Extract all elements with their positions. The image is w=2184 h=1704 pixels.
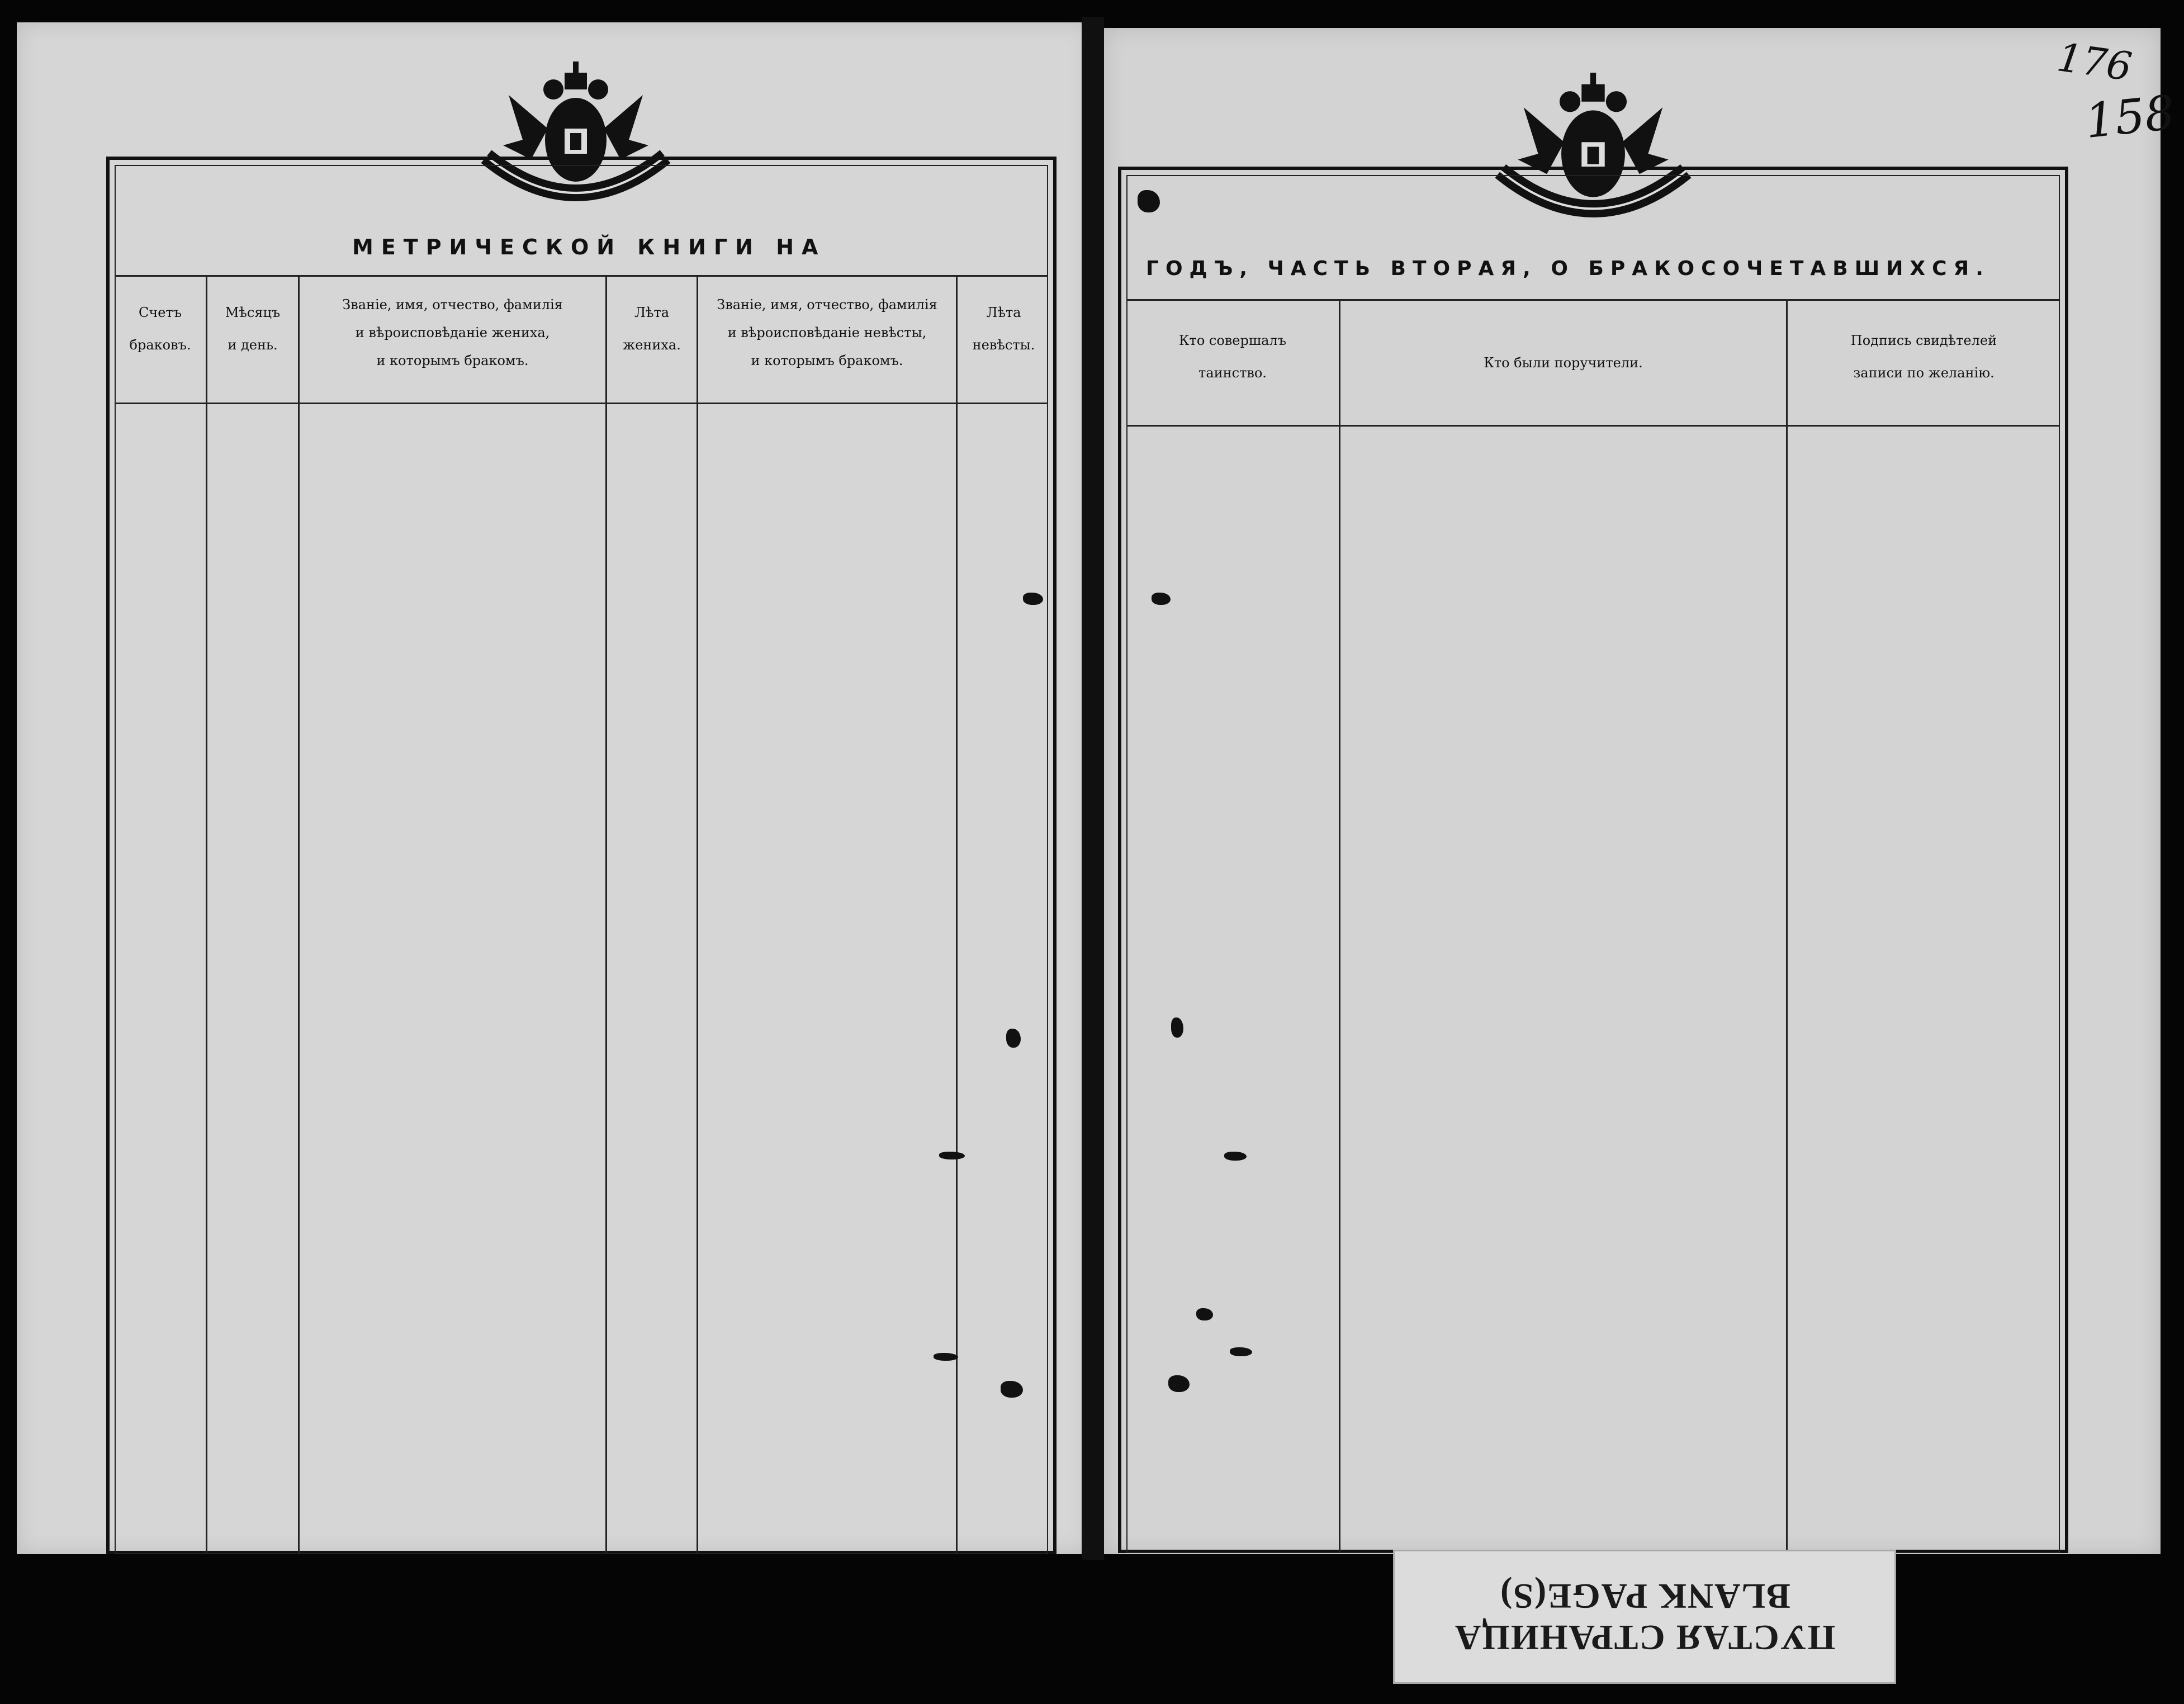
book-gutter (1082, 17, 1104, 1560)
column-header-line: жениха. (623, 337, 681, 353)
column-header-line: Званіе, имя, отчество, фамилія (717, 297, 937, 313)
ink-blot (1196, 1308, 1213, 1320)
page-number-annotation: 158 (2082, 84, 2178, 149)
column-header-line: записи по желанію. (1853, 365, 1995, 381)
column-header-line: Лѣта (634, 305, 670, 320)
left-column-header-divider (115, 403, 1048, 404)
ink-blot (1001, 1381, 1023, 1398)
ink-blot (934, 1353, 958, 1361)
left-col-separator (697, 277, 698, 1554)
left-col-separator (956, 277, 958, 1554)
column-header-line: браковъ. (129, 337, 191, 353)
ink-blot (1006, 1029, 1021, 1048)
column-header-month-day (207, 296, 298, 361)
column-header-line: Подпись свидѣтелей (1850, 333, 1997, 348)
column-header-line: таинство. (1198, 365, 1267, 381)
left-col-separator (206, 277, 207, 1554)
column-header-witness-signatures (1788, 324, 2060, 389)
column-header-line: и которымъ бракомъ. (376, 353, 529, 368)
column-header-line: и вѣроисповѣданіе жениха, (355, 325, 550, 340)
column-header-line: Счетъ (139, 305, 182, 320)
stamp-line-russian: ПУСТАЯ СТРАНИЦА (1453, 1618, 1836, 1658)
ink-blot (1230, 1347, 1252, 1356)
column-header-groom-details (300, 291, 605, 375)
column-header-guarantors (1340, 347, 1786, 379)
column-header-officiant (1126, 324, 1339, 389)
column-header-groom-age (607, 296, 697, 361)
column-header-line: Мѣсяцъ (225, 305, 281, 320)
right-column-header-divider (1126, 425, 2060, 427)
right-header-title: ГОДЪ, ЧАСТЬ ВТОРАЯ, О БРАКОСОЧЕТАВШИХСЯ. (1146, 257, 1990, 280)
left-col-separator (605, 277, 607, 1554)
column-header-marriage-count (115, 296, 206, 361)
column-header-line: и день. (228, 337, 278, 353)
ink-blot (1138, 190, 1160, 212)
column-header-line: Лѣта (986, 305, 1021, 320)
ink-blot (1168, 1375, 1190, 1392)
column-header-bride-age (958, 296, 1050, 361)
column-header-line: Кто были поручители. (1484, 355, 1643, 371)
column-header-line: невѣсты. (972, 337, 1035, 353)
stamp-line-english: BLANK PAGE(S) (1499, 1577, 1790, 1616)
ink-blot (1171, 1017, 1183, 1038)
page-number-annotation: 176 (2054, 34, 2135, 90)
ink-blot (1224, 1152, 1247, 1161)
right-col-separator (1786, 301, 1788, 1553)
left-header-divider (115, 275, 1048, 277)
left-col-separator (298, 277, 300, 1554)
column-header-line: Званіе, имя, отчество, фамилія (342, 297, 563, 313)
column-header-bride-details (698, 291, 956, 375)
right-header-divider (1126, 299, 2060, 301)
column-header-line: Кто совершалъ (1178, 333, 1287, 348)
blank-page-stamp (1393, 1550, 1896, 1684)
left-header-title: МЕТРИЧЕСКОЙ КНИГИ НА (352, 235, 826, 259)
ink-blot (1023, 593, 1043, 605)
right-col-separator (1339, 301, 1340, 1553)
ink-blot (939, 1152, 965, 1159)
ink-blot (1152, 593, 1171, 605)
column-header-line: и вѣроисповѣданіе невѣсты, (727, 325, 927, 340)
column-header-line: и которымъ бракомъ. (751, 353, 903, 368)
